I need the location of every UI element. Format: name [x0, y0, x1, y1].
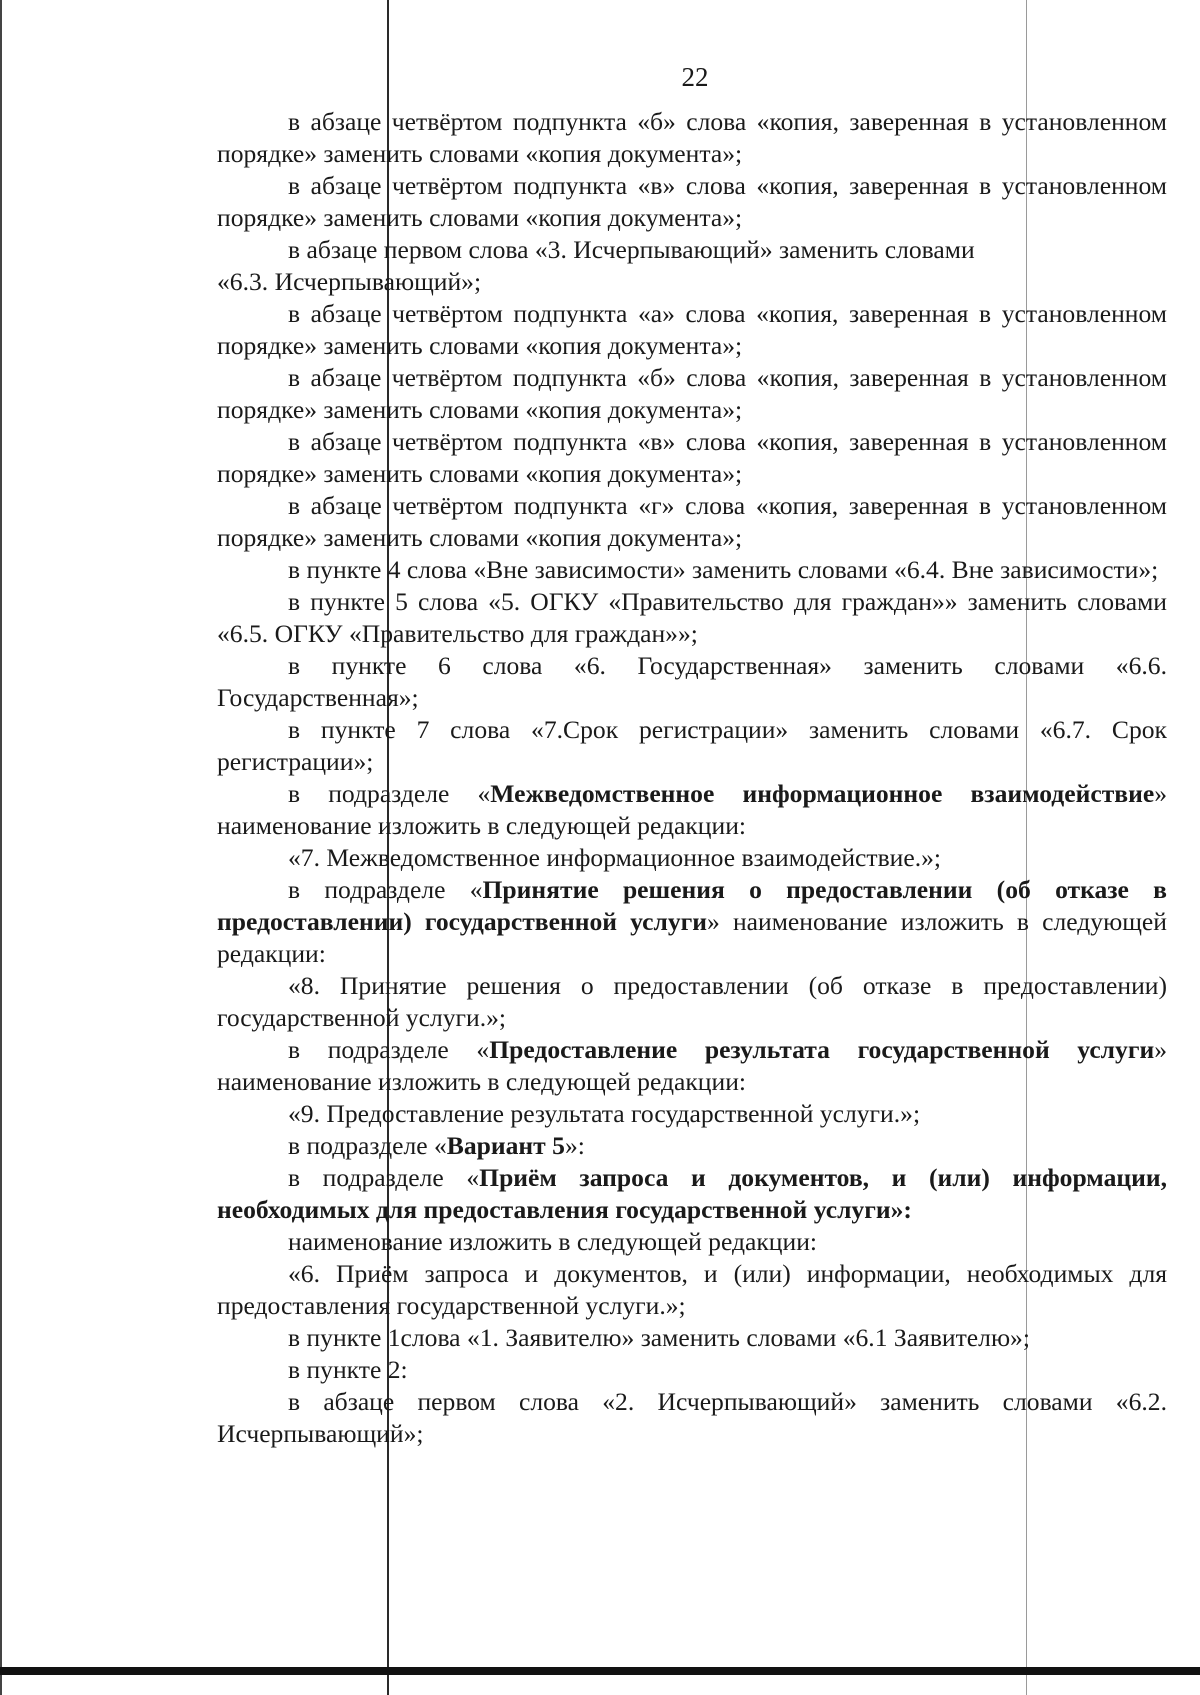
page-number: 22: [681, 62, 709, 92]
paragraph: в абзаце четвёртом подпункта «а» слова «копия, заверенная в установленном порядке» заменить словами «копия документа»;: [217, 299, 1167, 360]
paragraph: в пункте 1слова «1. Заявителю» заменить словами «6.1 Заявителю»;: [288, 1323, 1030, 1352]
bold-heading-ref: Приём запроса и документов, и (или) информации, необходимых для предоставления государственной услуги»:: [217, 1163, 1167, 1224]
paragraph: в пункте 7 слова «7.Срок регистрации» заменить словами «6.7. Срок регистрации»;: [217, 715, 1167, 776]
paragraph: [217, 1130, 1167, 1162]
paragraph: в абзаце четвёртом подпункта «в» слова «копия, заверенная в установленном порядке» заменить словами «копия документа»;: [217, 171, 1167, 232]
paragraph: в пункте 5 слова «5. ОГКУ «Правительство для граждан»» заменить словами «6.5. ОГКУ «Правительство для граждан»»;: [217, 587, 1167, 648]
paragraph: «7. Межведомственное информационное взаимодействие.»;: [288, 843, 942, 872]
text-run: » наименование изложить в следующей редакции:: [217, 779, 1167, 840]
paragraph: «9. Предоставление результата государственной услуги.»;: [288, 1099, 921, 1128]
text-run: в подразделе «: [288, 1131, 447, 1160]
paragraph: [217, 778, 1167, 842]
paragraph: «6. Приём запроса и документов, и (или) информации, необходимых для предоставления государственной услуги.»;: [217, 1259, 1167, 1320]
paragraph: «8. Принятие решения о предоставлении (об отказе в предоставлении) государственной услуги.»;: [217, 971, 1167, 1032]
paragraph: «6.3. Исчерпывающий»;: [217, 267, 482, 296]
paragraph: [217, 1162, 1167, 1226]
text-run: в подразделе «: [288, 779, 491, 808]
text-run: » наименование изложить в следующей редакции:: [217, 1035, 1167, 1096]
bold-heading-ref: Вариант 5: [446, 1131, 565, 1160]
bold-heading-ref: Предоставление результата государственной услуги: [489, 1035, 1155, 1064]
paragraph: в пункте 2:: [288, 1355, 408, 1384]
text-run: в подразделе «: [288, 875, 483, 904]
paragraph: в абзаце четвёртом подпункта «б» слова «копия, заверенная в установленном порядке» заменить словами «копия документа»;: [217, 107, 1167, 168]
paragraph: в пункте 4 слова «Вне зависимости» заменить словами «6.4. Вне зависимости»;: [288, 555, 1159, 584]
paragraph: в абзаце четвёртом подпункта «б» слова «копия, заверенная в установленном порядке» заменить словами «копия документа»;: [217, 363, 1167, 424]
text-run: »:: [564, 1131, 585, 1160]
paragraph: в абзаце четвёртом подпункта «г» слова «копия, заверенная в установленном порядке» заменить словами «копия документа»;: [217, 491, 1167, 552]
paragraph: в абзаце четвёртом подпункта «в» слова «копия, заверенная в установленном порядке» заменить словами «копия документа»;: [217, 427, 1167, 488]
paragraph: в абзаце первом слова «2. Исчерпывающий» заменить словами «6.2. Исчерпывающий»;: [217, 1387, 1167, 1448]
scan-bottom-border: [0, 1667, 1200, 1675]
text-run: » наименование изложить в следующей редакции:: [217, 907, 1167, 968]
bold-heading-ref: Межведомственное информационное взаимодействие: [490, 779, 1155, 808]
scan-left-border: [0, 0, 2, 1695]
paragraph: наименование изложить в следующей редакции:: [288, 1227, 818, 1256]
text-run: в подразделе «: [288, 1035, 490, 1064]
text-run: в подразделе «: [288, 1163, 480, 1192]
paragraph: в пункте 6 слова «6. Государственная» заменить словами «6.6. Государственная»;: [217, 651, 1167, 712]
paragraph: [217, 874, 1167, 970]
bold-heading-ref: Принятие решения о предоставлении (об отказе в предоставлении) государственной услуги: [217, 875, 1167, 936]
paragraph: [217, 1034, 1167, 1098]
paragraph: в абзаце первом слова «3. Исчерпывающий» заменить словами: [288, 235, 975, 264]
document-body: [217, 106, 1167, 1450]
